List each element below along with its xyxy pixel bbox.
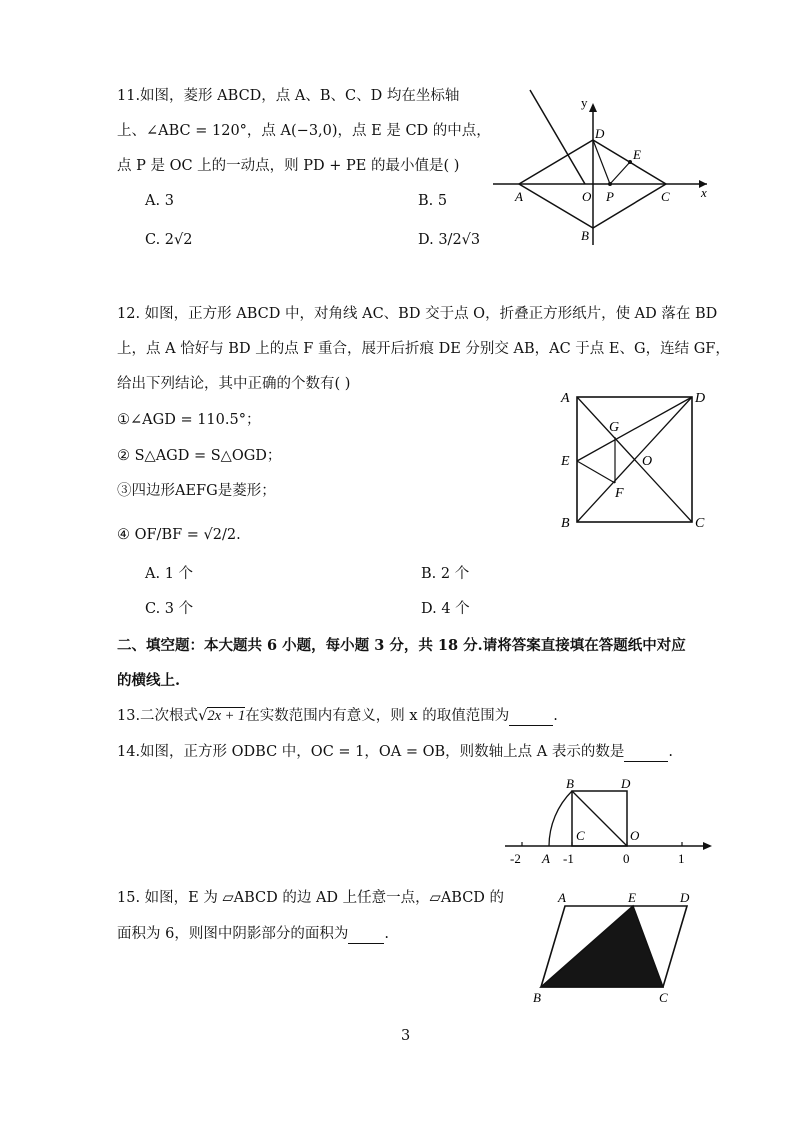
q14-fig-label-d: D: [621, 776, 631, 791]
section-2-header-line2: 的横线上.: [117, 672, 181, 689]
q11-fig-label-y: y: [581, 95, 588, 110]
q11-fig-label-d: D: [595, 126, 605, 141]
q11-line2: 上、∠ABC = 120°，点 A(−3,0)，点 E 是 CD 的中点，: [117, 123, 491, 139]
q11-option-a: A. 3: [145, 193, 174, 209]
q13-radicand: 2x + 1: [207, 708, 246, 724]
q12-fig-label-c: C: [695, 516, 705, 531]
q15-parallelogram-figure: [525, 888, 705, 1013]
q11-rhombus-figure: [485, 85, 715, 255]
section-2-header: 二、填空题：本大题共 6 小题，每小题 3 分，共 18 分.请将答案直接填在答题纸中对应: [117, 637, 686, 654]
q13-radical: [198, 708, 245, 725]
q14-end: .: [668, 744, 673, 760]
q14-text: [117, 744, 673, 762]
q14-fig-label-o: O: [630, 828, 640, 843]
q12-conclusion-3: ③四边形AEFG是菱形；: [117, 483, 276, 499]
q14-answer-blank[interactable]: [624, 744, 668, 762]
q14-tick-1: 1: [678, 851, 685, 866]
q11-option-d: D. 3/2√3: [418, 232, 481, 248]
q12-line3: 给出下列结论，其中正确的个数有( ): [117, 376, 351, 392]
q12-fig-label-o: O: [642, 454, 653, 469]
q14-tick-0: 0: [623, 851, 630, 866]
q12-fig-label-f: F: [615, 486, 624, 501]
q13-body: 在实数范围内有意义，则 x 的取值范围为: [245, 708, 510, 724]
q15-fig-label-e: E: [628, 890, 636, 905]
q14-fig-label-c: C: [576, 828, 585, 843]
q15-answer-blank[interactable]: [348, 926, 384, 944]
q11-fig-label-c: C: [661, 189, 670, 204]
q15-fig-label-a: A: [558, 890, 566, 905]
q11-fig-label-e: E: [633, 147, 641, 162]
q12-fig-label-a: A: [561, 391, 570, 406]
q14-tick-minus1: -1: [563, 851, 574, 866]
q11-option-b: B. 5: [418, 193, 448, 209]
q14-body: 14.如图，正方形 ODBC 中，OC = 1，OA = OB，则数轴上点 A 表示的数是: [117, 744, 625, 760]
q15-end: .: [384, 926, 389, 942]
q12-line2: 上，点 A 恰好与 BD 上的点 F 重合，展开后折痕 DE 分别交 AB，AC 于点 E、G，连结 GF，: [117, 341, 730, 357]
q15-line1: 15. 如图，E 为 ▱ABCD 的边 AD 上任意一点，▱ABCD 的: [117, 890, 505, 906]
q14-numberline-figure: [500, 770, 720, 870]
q11-line3: 点 P 是 OC 上的一动点，则 PD + PE 的最小值是( ): [117, 158, 460, 174]
q11-option-c: C. 2√2: [145, 232, 193, 248]
q15-line2: [117, 926, 389, 944]
q12-fig-label-g: G: [609, 420, 620, 435]
q13-text: [117, 708, 558, 726]
q15-fig-label-d: D: [680, 890, 690, 905]
q12-conclusion-1: ①∠AGD = 110.5°；: [117, 412, 261, 428]
q12-option-b: B. 2 个: [421, 566, 470, 582]
q14-fig-label-a: A: [542, 851, 550, 866]
q11-fig-label-p: P: [606, 189, 614, 204]
q11-fig-label-x: x: [701, 185, 707, 200]
q12-option-d: D. 4 个: [421, 601, 470, 617]
q12-option-c: C. 3 个: [145, 601, 194, 617]
q12-line1: 12. 如图，正方形 ABCD 中，对角线 AC、BD 交于点 O，折叠正方形纸片，使 AD 落在 BD: [117, 306, 718, 322]
q12-fig-label-d: D: [695, 391, 706, 406]
q13-end: .: [553, 708, 558, 724]
q12-conclusion-4: ④ OF/BF = √2/2.: [117, 527, 241, 543]
page-number: 3: [401, 1028, 411, 1044]
q11-line1: 11.如图，菱形 ABCD，点 A、B、C、D 均在坐标轴: [117, 88, 460, 104]
q11-fig-label-b: B: [581, 228, 589, 243]
q13-answer-blank[interactable]: [509, 708, 553, 726]
q15-fig-label-b: B: [533, 990, 541, 1005]
q15-fig-label-c: C: [659, 990, 668, 1005]
sqrt-sign-icon: √: [198, 708, 208, 724]
q11-fig-label-a: A: [515, 189, 523, 204]
q11-fig-label-o: O: [582, 189, 592, 204]
q15-line2-body: 面积为 6，则图中阴影部分的面积为: [117, 926, 349, 942]
q14-fig-label-b: B: [566, 776, 574, 791]
q12-fig-label-e: E: [561, 454, 570, 469]
q12-square-figure: [555, 385, 715, 535]
q13-prefix: 13.二次根式: [117, 708, 199, 724]
q12-conclusion-2: ② S△AGD = S△OGD；: [117, 448, 282, 464]
q12-fig-label-b: B: [561, 516, 570, 531]
q12-option-a: A. 1 个: [145, 566, 194, 582]
q14-tick-minus2: -2: [510, 851, 521, 866]
